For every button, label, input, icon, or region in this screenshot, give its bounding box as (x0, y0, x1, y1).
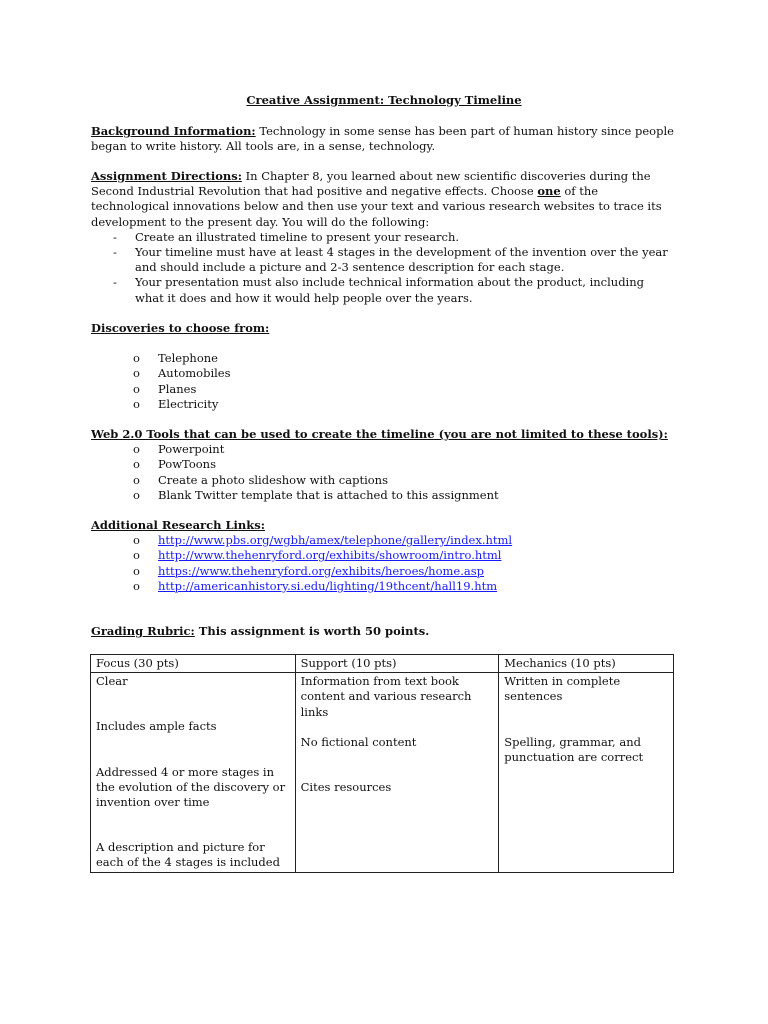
column-header-focus: Focus (30 pts) (91, 655, 296, 673)
list-item-text: Blank Twitter template that is attached to this assignment (158, 487, 499, 502)
links-list (91, 533, 676, 594)
list-item (91, 351, 676, 366)
background-label: Background Information: (91, 124, 256, 138)
table-header-row (91, 655, 674, 673)
research-link-americanhistory[interactable]: http://americanhistory.si.edu/lighting/19thcent/hall19.htm (158, 578, 498, 593)
focus-item: Addressed 4 or more stages in the evolution of the discovery or invention over time (96, 764, 286, 810)
list-item-text: Electricity (158, 396, 219, 411)
research-link-henryford-showroom[interactable]: http://www.thehenryford.org/exhibits/showroom/intro.html (158, 548, 502, 563)
discoveries-list (91, 351, 676, 412)
dash-marker: - (113, 275, 117, 290)
list-item (91, 230, 676, 245)
support-item: Cites resources (300, 780, 392, 795)
rubric-intro (91, 624, 676, 639)
rubric-label: Grading Rubric: (91, 624, 195, 638)
bullet-o-marker: o (133, 396, 140, 411)
column-header-support: Support (10 pts) (295, 655, 499, 673)
dash-marker: - (113, 229, 117, 244)
directions-text-after: of the technological innovations below and then use your text and various research websites to trace its development to the present day. You will do the following: (91, 184, 662, 229)
background-paragraph (91, 124, 676, 154)
list-item (91, 366, 676, 381)
discoveries-heading: Discoveries to choose from: (91, 321, 270, 335)
list-item (91, 275, 676, 305)
list-item-text: Powerpoint (158, 442, 225, 457)
list-item (91, 442, 676, 457)
bullet-o-marker: o (133, 442, 140, 457)
list-item (91, 457, 676, 472)
bullet-o-marker: o (133, 533, 140, 548)
focus-cell (91, 673, 296, 872)
focus-item: Clear (96, 674, 128, 689)
list-item-text: Your presentation must also include technical information about the product, including what it does and how it would help people over the years. (135, 275, 645, 305)
list-item (91, 397, 676, 412)
mechanics-item: Spelling, grammar, and punctuation are correct (504, 734, 644, 764)
list-item (91, 548, 676, 563)
links-heading: Additional Research Links: (91, 518, 265, 532)
background-text: Technology in some sense has been part of human history since people began to write history. All tools are, in a sense, technology. (91, 124, 674, 154)
support-cell (295, 673, 499, 872)
bullet-o-marker: o (133, 578, 140, 593)
bullet-o-marker: o (133, 381, 140, 396)
list-item-text: Automobiles (158, 366, 231, 381)
bullet-o-marker: o (133, 351, 140, 366)
focus-item: Includes ample facts (96, 719, 217, 734)
page-title: Creative Assignment: Technology Timeline (246, 93, 522, 107)
bullet-o-marker: o (133, 457, 140, 472)
focus-item: A description and picture for each of the 4 stages is included (96, 840, 280, 870)
list-item (91, 245, 676, 275)
list-item (91, 473, 676, 488)
support-item: No fictional content (300, 734, 417, 749)
table-row (91, 673, 674, 872)
mechanics-item: Written in complete sentences (504, 674, 621, 704)
research-link-henryford-heroes[interactable]: https://www.thehenryford.org/exhibits/heroes/home.asp (158, 563, 484, 578)
list-item (91, 382, 676, 397)
bullet-o-marker: o (133, 487, 140, 502)
rubric-text: This assignment is worth 50 points. (194, 624, 430, 638)
research-link-pbs[interactable]: http://www.pbs.org/wgbh/amex/telephone/gallery/index.html (158, 533, 513, 548)
tools-heading: Web 2.0 Tools that can be used to create the timeline (you are not limited to these tools): (91, 427, 668, 441)
list-item (91, 579, 676, 594)
discoveries-section (91, 321, 676, 412)
directions-text-before: In Chapter 8, you learned about new scientific discoveries during the Second Industrial Revolution that had positive and negative effects. Choose (91, 169, 651, 199)
directions-paragraph (91, 169, 676, 306)
list-item-text: Create an illustrated timeline to present your research. (135, 229, 460, 244)
column-header-mechanics: Mechanics (10 pts) (499, 655, 674, 673)
list-item (91, 564, 676, 579)
links-section (91, 518, 676, 594)
dash-marker: - (113, 245, 117, 260)
bullet-o-marker: o (133, 563, 140, 578)
support-item: Information from text book content and various research links (300, 674, 472, 719)
list-item-text: PowToons (158, 457, 216, 472)
bullet-o-marker: o (133, 366, 140, 381)
list-item-text: Telephone (158, 351, 218, 366)
tools-list (91, 442, 676, 503)
list-item (91, 533, 676, 548)
tools-section (91, 427, 676, 503)
list-item-text: Your timeline must have at least 4 stages in the development of the invention over the year and should include a picture and 2-3 sentence description for each stage. (135, 245, 668, 275)
list-item (91, 488, 676, 503)
bullet-o-marker: o (133, 548, 140, 563)
list-item-text: Planes (158, 381, 197, 396)
directions-emphasis: one (537, 184, 561, 199)
mechanics-cell (499, 673, 674, 872)
rubric-table (90, 654, 674, 873)
directions-label: Assignment Directions: (91, 169, 242, 183)
directions-list (91, 230, 676, 306)
list-item-text: Create a photo slideshow with captions (158, 472, 388, 487)
bullet-o-marker: o (133, 472, 140, 487)
